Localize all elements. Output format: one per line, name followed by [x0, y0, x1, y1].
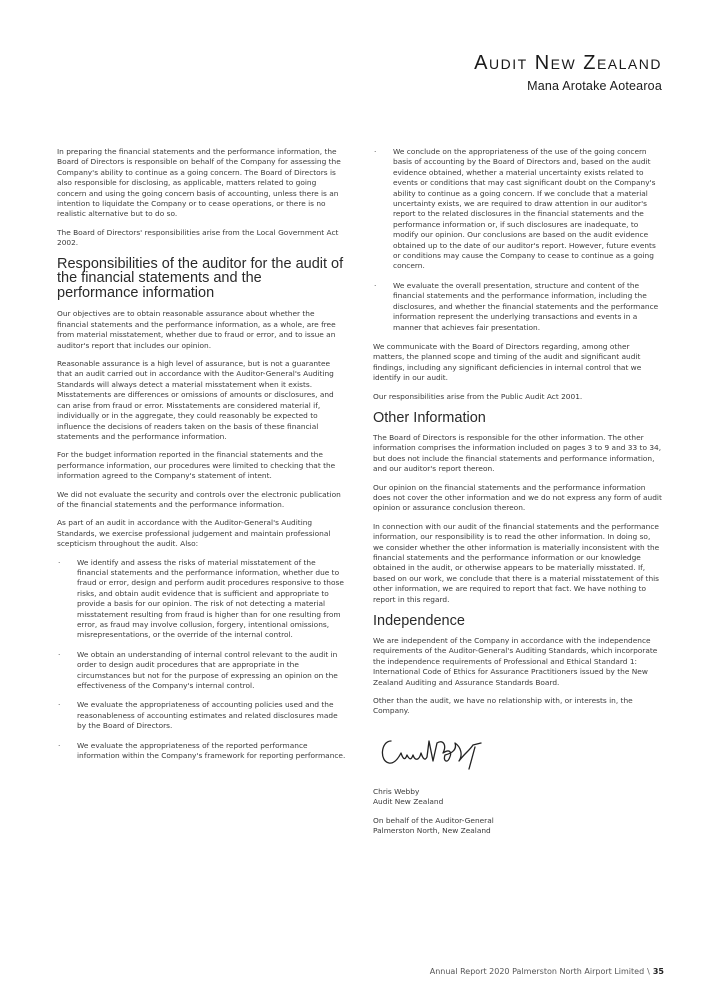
signature-icon [377, 731, 497, 771]
paragraph: In preparing the financial statements and the performance information, the Board of Directors is responsible on behalf of the Company for assessing the Company's ability to continue as a going concern. The Board of Directors is also responsible for disclosing, as applicable, matters related to going concern and using the going concern basis of accounting, unless there is an intention to liquidate the Company or to cease operations, or there is no realistic alternative but to do so. [57, 147, 341, 219]
right-column [373, 147, 663, 845]
audit-nz-logo [474, 52, 662, 93]
bullet-list [57, 558, 347, 762]
list-item [57, 558, 347, 641]
left-column [57, 147, 347, 770]
paragraph: Our objectives are to obtain reasonable assurance about whether the financial statements and the performance information, as a whole, are free from material misstatement, whether due to fraud or error, and to issue an auditor's report that includes our opinion. [57, 309, 336, 350]
list-item-text: We conclude on the appropriateness of the use of the going concern basis of accounting by the Board of Directors and, based on the audit evidence obtained, whether a material uncertainty exists related to events or conditions that may cast significant doubt on the Company's ability to continue as a going concern. If we conclude that a material uncertainty exists, we are required to draw attention in our auditor's report to the related disclosures in the financial statements and the performance information or, if such disclosures are inadequate, to modify our opinion. Our conclusions are based on the audit evidence obtained up to the date of our auditor's report. However, future events or conditions may cause the Company to cease to continue as a going concern. [393, 147, 656, 271]
brand-tagline: Mana Arotake Aotearoa [527, 79, 662, 93]
section-heading-auditor-responsibilities: Responsibilities of the auditor for the audit of the financial statements and the performance information [57, 255, 344, 301]
section-heading-other-information: Other Information [373, 409, 486, 426]
paragraph: Reasonable assurance is a high level of assurance, but is not a guarantee that an audit carried out in accordance with the Auditor-General's Auditing Standards will always detect a material misstatement when it exists. Misstatements are differences or omissions of amounts or disclosures, and can arise from fraud or error. Misstatements are considered material if, individually or in the aggregate, they could reasonably be expected to influence the decisions of readers taken on the basis of these financial statements and the performance information. [57, 359, 334, 441]
paragraph: We are independent of the Company in accordance with the independence requirements of the Auditor-General's Auditing Standards, which incorporate the independence requirements of Professional and Ethical Standard 1: International Code of Ethics for Assurance Practitioners issued by the New Zealand Auditing and Assurance Standards Board. [373, 636, 658, 687]
page-number: 35 [652, 967, 664, 976]
list-item-text: We obtain an understanding of internal control relevant to the audit in order to design audit procedures that are appropriate in the circumstances but not for the purpose of expressing an opinion on the effectiveness of the Company's internal control. [77, 649, 338, 691]
behalf-line: On behalf of the Auditor-General [373, 815, 494, 825]
list-item-text: We identify and assess the risks of material misstatement of the financial statements and the performance information, whether due to fraud or error, design and perform audit procedures responsive to those risks, and obtain audit evidence that is sufficient and appropriate to provide a basis for our opinion. The risk of not detecting a material misstatement resulting from fraud is higher than for one resulting from error, as fraud may involve collusion, forgery, intentional omissions, misrepresentations, or the override of the internal control. [77, 557, 344, 640]
bullet-icon: · [58, 649, 61, 659]
bullet-list [373, 147, 663, 333]
paragraph: The Board of Directors' responsibilities arise from the Local Government Act 2002. [57, 227, 339, 248]
paragraph: As part of an audit in accordance with the Auditor-General's Auditing Standards, we exercise professional judgement and maintain professional scepticism throughout the audit. Also: [57, 518, 331, 549]
list-item-text: We evaluate the overall presentation, structure and content of the financial statements and the performance information, including the disclosures, and whether the financial statements and the performance information represent the underlying transactions and events in a manner that achieves fair presentation. [393, 280, 659, 332]
paragraph: We did not evaluate the security and controls over the electronic publication of the financial statements and the performance information. [57, 489, 341, 509]
report-title: Annual Report 2020 Palmerston North Airport Limited [429, 967, 645, 976]
paragraph: In connection with our audit of the financial statements and the performance information, our responsibility is to read the other information. In doing so, we consider whether the other information is materially inconsistent with the financial statements and the performance information or our knowledge obtained in the audit, or otherwise appears to be materially misstated. If, based on our work, we conclude that there is a material misstatement of this other information, we are required to report that fact. We have nothing to report in this regard. [373, 521, 660, 604]
bullet-icon: · [58, 557, 61, 567]
list-item-text: We evaluate the appropriateness of the reported performance information within the Company's framework for reporting performance. [77, 740, 346, 761]
footer-separator: \ [647, 967, 650, 976]
paragraph: For the budget information reported in the financial statements and the performance information, our procedures were limited to checking that the information agreed to the Company's statement of intent. [57, 450, 336, 481]
signatory-org: Audit New Zealand [373, 797, 444, 807]
list-item [373, 147, 663, 272]
list-item [373, 281, 663, 333]
paragraph: The Board of Directors is responsible for the other information. The other information comprises the information included on pages 3 to 9 and 33 to 34, but does not include the financial statements and performance information, and our auditor's report thereon. [373, 432, 662, 474]
page-footer [430, 967, 664, 976]
bullet-icon: · [374, 280, 377, 290]
signatory-name: Chris Webby [373, 786, 420, 796]
paragraph: We communicate with the Board of Directors regarding, among other matters, the planned scope and timing of the audit and significant audit findings, including any significant deficiencies in internal control that we identify in our audit. [373, 341, 642, 383]
bullet-icon: · [58, 700, 61, 710]
list-item-text: We evaluate the appropriateness of accounting policies used and the reasonableness of accounting estimates and related disclosures made by the Board of Directors. [77, 700, 338, 731]
section-heading-independence: Independence [373, 613, 465, 630]
list-item [57, 650, 347, 692]
paragraph: Our responsibilities arise from the Public Audit Act 2001. [373, 391, 583, 401]
list-item [57, 700, 347, 731]
list-item [57, 741, 347, 762]
paragraph: Other than the audit, we have no relationship with, or interests in, the Company. [373, 696, 633, 716]
brand-name: Audit New Zealand [474, 52, 662, 74]
bullet-icon: · [58, 740, 61, 750]
paragraph: Our opinion on the financial statements and the performance information does not cover the other information and we do not express any form of audit opinion or assurance conclusion thereon. [373, 482, 662, 513]
signing-location: Palmerston North, New Zealand [373, 826, 491, 836]
bullet-icon: · [374, 147, 377, 156]
signature [377, 731, 663, 775]
